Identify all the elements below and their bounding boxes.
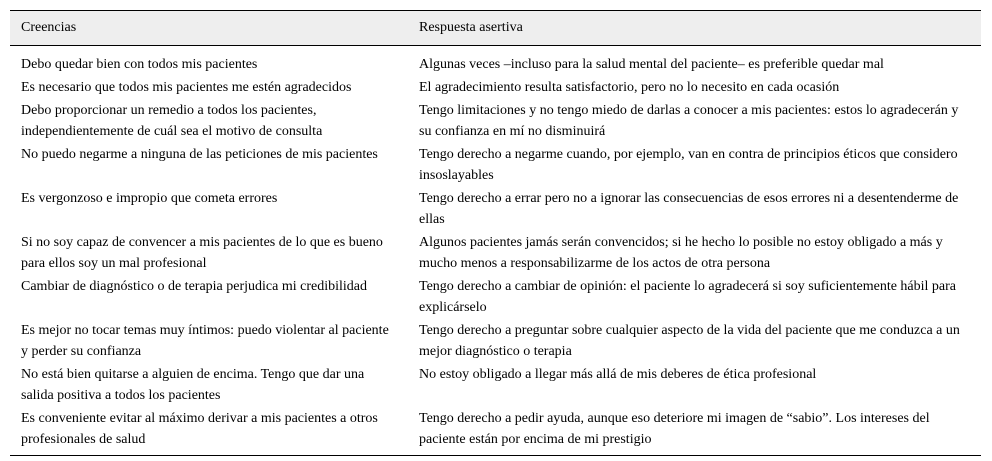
belief-cell: Cambiar de diagnóstico o de terapia perjudica mi credibilidad [21, 279, 367, 294]
table-header-row [10, 11, 981, 46]
belief-cell: Debo proporcionar un remedio a todos los pacientes, independientemente de cuál sea el motivo de consulta [21, 103, 323, 139]
table-row [10, 319, 981, 363]
table-row [10, 231, 981, 275]
table-row [10, 46, 981, 77]
table-row [10, 363, 981, 407]
assertive-response-cell: Tengo derecho a errar pero no a ignorar las consecuencias de esos errores ni a desentenderme de ellas [419, 191, 959, 227]
table-row [10, 99, 981, 143]
belief-cell: No está bien quitarse a alguien de encima. Tengo que dar una salida positiva a todos los pacientes [21, 367, 365, 403]
beliefs-table [10, 10, 981, 456]
belief-cell: Si no soy capaz de convencer a mis pacientes de lo que es bueno para ellos soy un mal profesional [21, 235, 383, 271]
belief-cell: Es conveniente evitar al máximo derivar a mis pacientes a otros profesionales de salud [10, 407, 408, 456]
table-row [10, 407, 981, 456]
assertive-response-cell: Tengo derecho a pedir ayuda, aunque eso deteriore mi imagen de “sabio”. Los intereses del paciente están por encima de mi prestigio [408, 407, 981, 456]
belief-cell: No puedo negarme a ninguna de las peticiones de mis pacientes [21, 147, 378, 162]
assertive-response-cell: El agradecimiento resulta satisfactorio, pero no lo necesito en cada ocasión [419, 80, 840, 95]
table-row [10, 143, 981, 187]
assertive-response-cell: Tengo derecho a cambiar de opinión: el paciente lo agradecerá si soy suficientemente hábil para explicárselo [419, 279, 957, 315]
assertive-response-cell: No estoy obligado a llegar más allá de mis deberes de ética profesional [419, 367, 817, 382]
belief-cell: Es mejor no tocar temas muy íntimos: puedo violentar al paciente y perder su confianza [21, 323, 389, 359]
assertive-response-cell: Tengo derecho a preguntar sobre cualquier aspecto de la vida del paciente que me conduzca a un mejor diagnóstico o terapia [419, 323, 960, 359]
header-creencias: Creencias [10, 11, 408, 46]
belief-cell: Es necesario que todos mis pacientes me estén agradecidos [21, 80, 352, 95]
assertive-response-cell: Tengo derecho a negarme cuando, por ejemplo, van en contra de principios éticos que considero insoslayables [419, 147, 958, 183]
beliefs-table-container [10, 10, 981, 456]
assertive-response-cell: Algunas veces –incluso para la salud mental del paciente– es preferible quedar mal [419, 57, 884, 72]
belief-cell: Debo quedar bien con todos mis pacientes [21, 57, 258, 72]
table-row [10, 76, 981, 99]
belief-cell: Es vergonzoso e impropio que cometa errores [21, 191, 278, 206]
table-row [10, 275, 981, 319]
assertive-response-cell: Algunos pacientes jamás serán convencidos; si he hecho lo posible no estoy obligado a más y mucho menos a responsabilizarme de los actos de otra persona [419, 235, 943, 271]
header-respuesta-asertiva: Respuesta asertiva [408, 11, 981, 46]
assertive-response-cell: Tengo limitaciones y no tengo miedo de darlas a conocer a mis pacientes: estos lo agradecerán y su confianza en mí no disminuirá [419, 103, 959, 139]
table-row [10, 187, 981, 231]
